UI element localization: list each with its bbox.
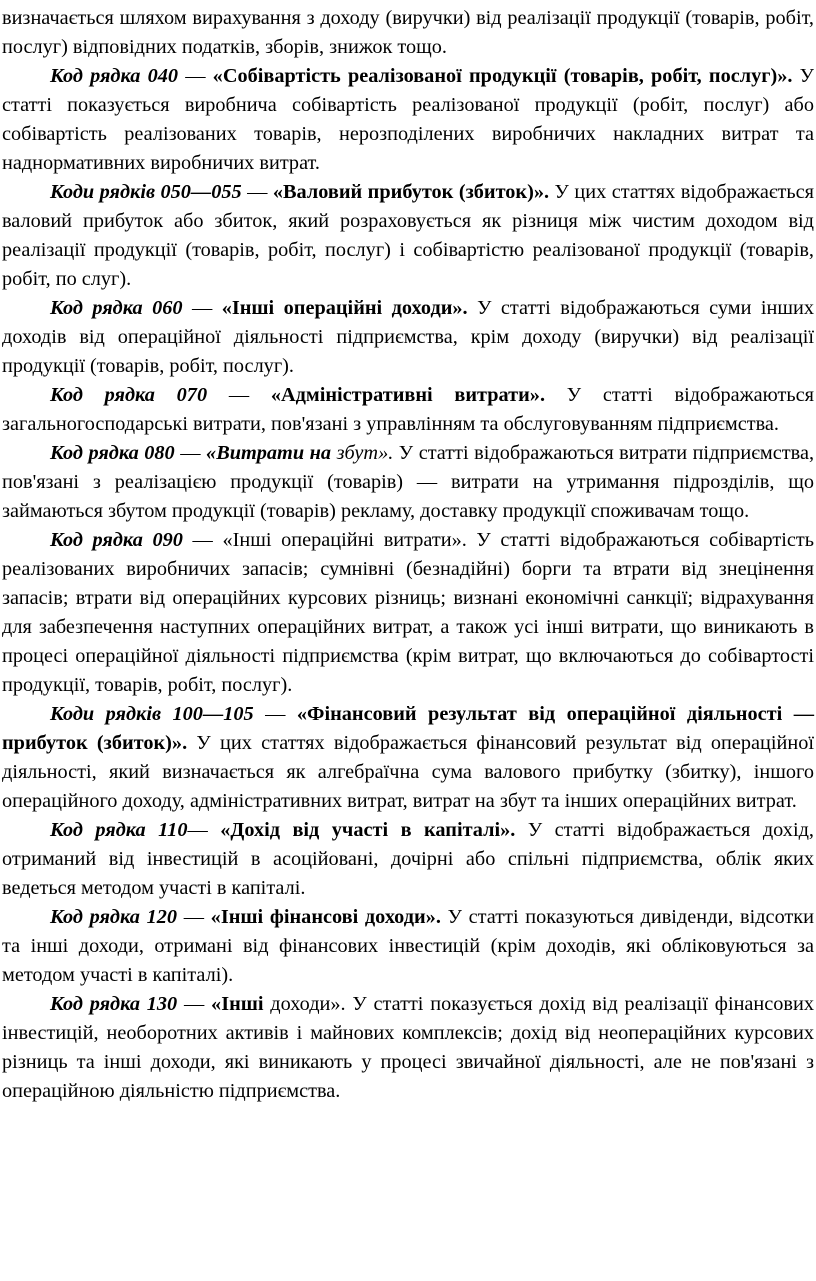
paragraph-text: визначається шляхом вирахування з доходу (виручки) від реалізації продукції (товарів, робіт, послуг) відповідних податків, зборів, знижок тощо. (2, 7, 814, 58)
line-code: Коди рядків 100—105 (50, 703, 254, 725)
paragraph-text: У цих статтях відображається валовий прибуток або збиток, який розраховується як різниця між чистим доходом від реалізації продукції (товарів, робіт, послуг) і собівартістю реалізованої продукції (товарів, робіт, по слуг). (2, 181, 814, 290)
paragraph-line-060 (2, 294, 814, 381)
separator: — (207, 384, 271, 406)
paragraph-line-100-105 (2, 700, 814, 816)
separator: — (174, 442, 207, 464)
line-title-italic: збут». (331, 442, 394, 464)
line-code: Код рядка 110 (50, 819, 188, 841)
paragraph-line-090 (2, 526, 814, 700)
paragraph-text: У статті відображається дохід, отриманий від інвестицій в асоційовані, дочірні або спільні підприємства, облік яких ведеться методом участі в капіталі. (2, 819, 814, 899)
line-title: «Адміністративні витрати». (270, 384, 546, 406)
line-title: «Фінансовий результат від операційної діяльності — прибуток (збиток)». (2, 703, 814, 754)
line-code: Код рядка 040 (50, 65, 179, 87)
paragraph-text: У цих статтях відображається фінансовий результат від операційної діяльності, який визначається як алгебраїчна сума валового прибутку (збитку), іншого операційного доходу, адміністративних витрат, витрат на збут та інших операційних витрат. (2, 732, 815, 812)
paragraph-line-040 (2, 62, 814, 178)
paragraph-text: доходи». У статті показується дохід від реалізації фінансових інвестицій, необоротних активів і майнових комплексів; дохід від неопераційних курсових різниць та інші доходи, які виникають у процесі звичайної діяльності, але не пов'язані з операційною діяльністю підприємства. (2, 993, 814, 1102)
line-code: Код рядка 090 (50, 529, 183, 551)
line-code: Коди рядків 050—055 (50, 181, 242, 203)
paragraph-line-110 (2, 816, 814, 903)
separator: — (187, 819, 221, 841)
separator: — (182, 297, 222, 319)
paragraph-intro (2, 4, 814, 62)
line-code: Код рядка 120 (50, 906, 178, 928)
paragraph-line-120 (2, 903, 814, 990)
paragraph-line-050-055 (2, 178, 814, 294)
paragraph-line-080 (2, 439, 814, 526)
paragraph-text: У статті відображаються суми інших доходів від операційної діяльності підприємства, крім доходу (виручки) від реалізації продукції (товарів, робіт, послуг). (2, 297, 815, 377)
separator: — (177, 906, 211, 928)
line-title: «Валовий прибуток (збиток)». (272, 181, 550, 203)
line-title: «Витрати на (206, 442, 332, 464)
line-code: Код рядка 060 (50, 297, 183, 319)
separator: — (182, 529, 223, 551)
paragraph-line-070 (2, 381, 814, 439)
separator: — (178, 65, 213, 87)
paragraph-text: У статті показується виробнича собівартість реалізованої продукції (робіт, послуг) або собівартість реалізованих товарів, нерозподілених виробничих накладних витрат та наднормативних виробничих витрат. (2, 65, 814, 174)
separator: — (177, 993, 212, 1015)
line-code: Код рядка 130 (50, 993, 178, 1015)
line-title: «Собівартість реалізованої продукції (товарів, робіт, послуг)». (212, 65, 793, 87)
line-title: «Дохід від участі в капіталі». (220, 819, 516, 841)
paragraph-text: «Інші операційні витрати». У статті відображаються собівартість реалізованих виробничих запасів; сумнівні (безнадійні) борги та втрати від знецінення запасів; втрати від операційних курсових різниць; визнані економічні санкції; відрахування для забезпечення наступних операційних витрат, а також усі інші витрати, що виникають в процесі операційної діяльності підприємства (крім витрат, що включаються до собівартості продукції, товарів, робіт, послуг). (2, 529, 815, 696)
line-code: Код рядка 070 (50, 384, 208, 406)
line-title: «Інші (211, 993, 264, 1015)
separator: — (241, 181, 273, 203)
line-title: «Інші операційні доходи». (221, 297, 468, 319)
line-title: «Інші фінансові доходи». (210, 906, 441, 928)
paragraph-line-130 (2, 990, 814, 1106)
line-code: Код рядка 080 (50, 442, 175, 464)
paragraph-text: У статті показуються дивіденди, відсотки та інші доходи, отримані від фінансових інвестицій (крім доходів, які обліковуються за методом участі в капіталі). (2, 906, 815, 986)
paragraph-text: У статті відображаються витрати підприємства, пов'язані з реалізацією продукції (товарів) — витрати на утримання підрозділів, що займаються збутом продукції (товарів) рекламу, доставку продукції споживачам тощо. (2, 442, 815, 522)
paragraph-text: У статті відображаються загальногосподарські витрати, пов'язані з управлінням та обслуговуванням підприємства. (2, 384, 814, 435)
separator: — (253, 703, 297, 725)
